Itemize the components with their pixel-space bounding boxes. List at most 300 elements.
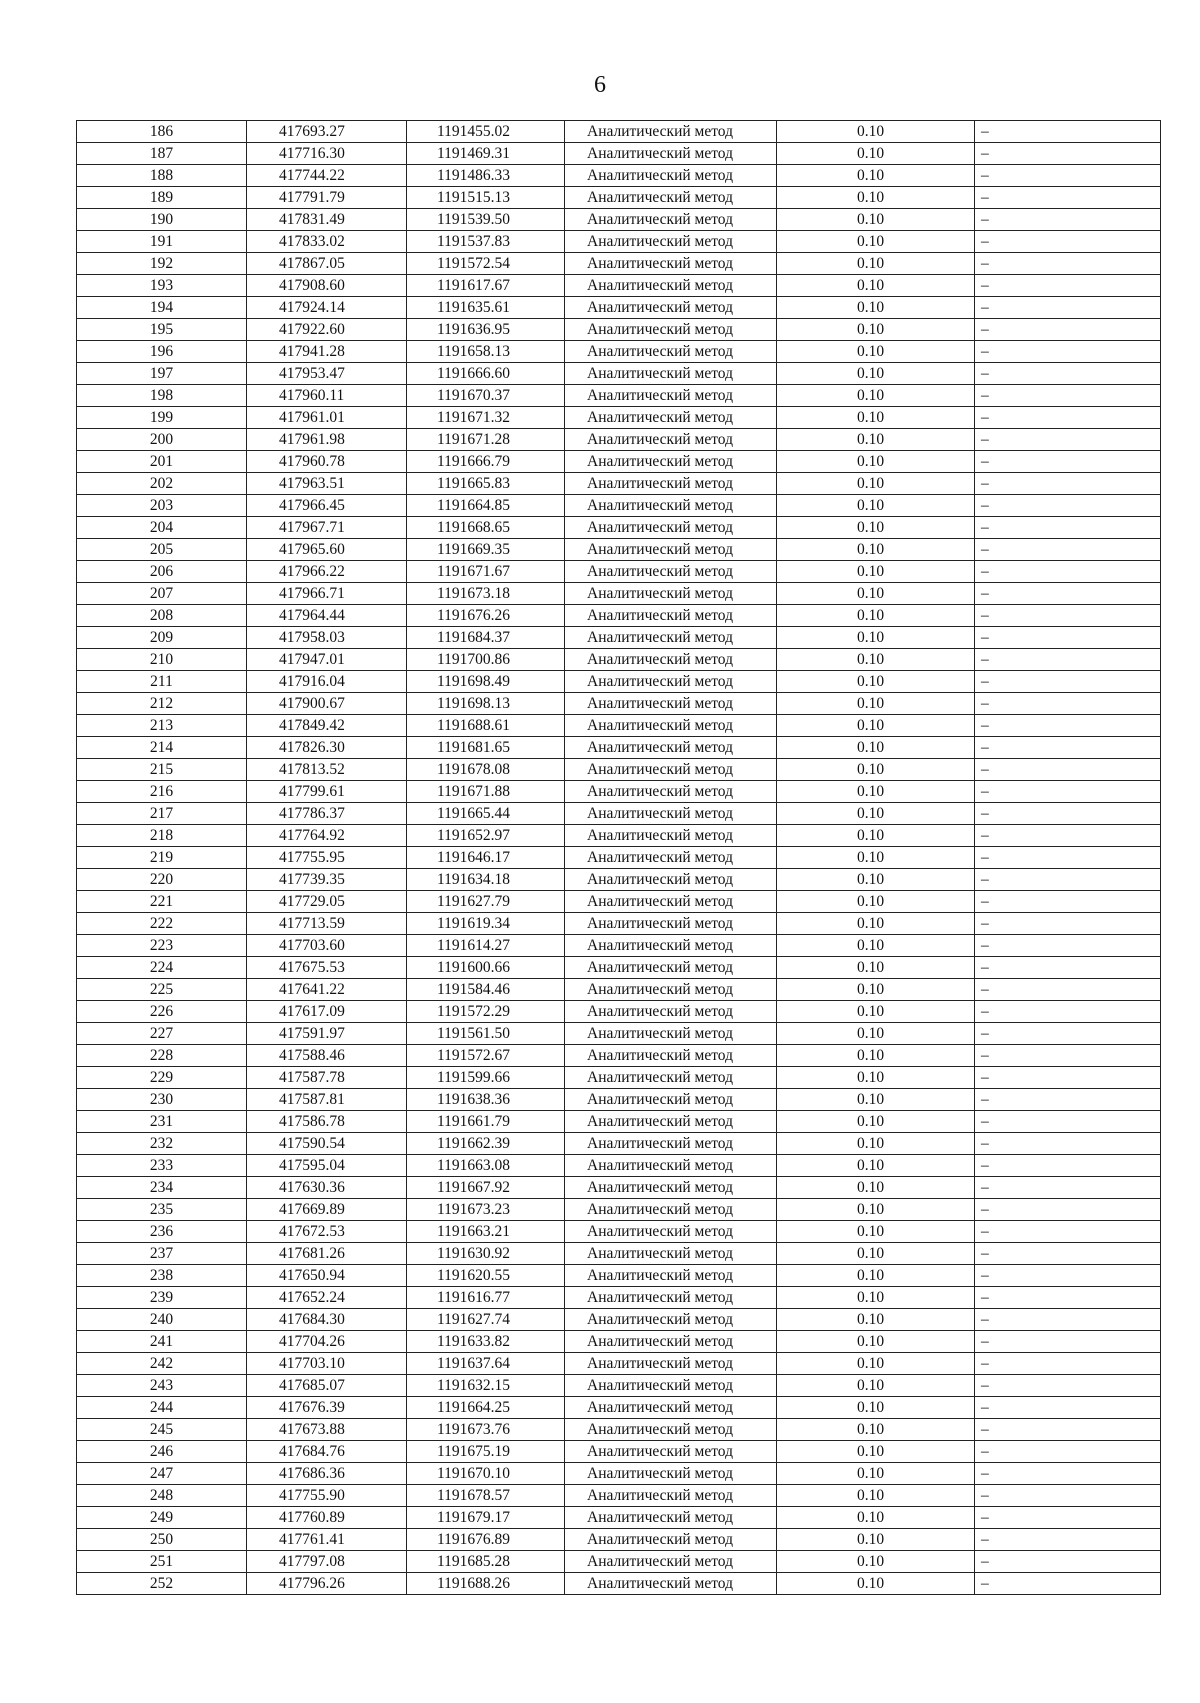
point-number-cell: 250 [77, 1529, 247, 1551]
note-cell: – [975, 1199, 1161, 1221]
table-row [77, 385, 1161, 407]
method-cell: Аналитический метод [565, 715, 777, 737]
y-coordinate-cell: 1191666.60 [407, 363, 565, 385]
point-number-cell: 219 [77, 847, 247, 869]
note-cell: – [975, 1243, 1161, 1265]
method-cell: Аналитический метод [565, 605, 777, 627]
method-cell: Аналитический метод [565, 1067, 777, 1089]
table-row [77, 231, 1161, 253]
x-coordinate-cell: 417799.61 [247, 781, 407, 803]
y-coordinate-cell: 1191663.21 [407, 1221, 565, 1243]
method-cell: Аналитический метод [565, 1001, 777, 1023]
point-number-cell: 186 [77, 121, 247, 143]
point-number-cell: 252 [77, 1573, 247, 1595]
method-cell: Аналитический метод [565, 759, 777, 781]
method-cell: Аналитический метод [565, 231, 777, 253]
method-cell: Аналитический метод [565, 781, 777, 803]
method-cell: Аналитический метод [565, 1089, 777, 1111]
method-cell: Аналитический метод [565, 1111, 777, 1133]
x-coordinate-cell: 417826.30 [247, 737, 407, 759]
x-coordinate-cell: 417630.36 [247, 1177, 407, 1199]
x-coordinate-cell: 417686.36 [247, 1463, 407, 1485]
note-cell: – [975, 1353, 1161, 1375]
method-cell: Аналитический метод [565, 869, 777, 891]
y-coordinate-cell: 1191676.89 [407, 1529, 565, 1551]
accuracy-cell: 0.10 [777, 1111, 975, 1133]
method-cell: Аналитический метод [565, 1133, 777, 1155]
x-coordinate-cell: 417924.14 [247, 297, 407, 319]
x-coordinate-cell: 417587.81 [247, 1089, 407, 1111]
table-row [77, 1463, 1161, 1485]
table-row [77, 429, 1161, 451]
accuracy-cell: 0.10 [777, 473, 975, 495]
x-coordinate-cell: 417588.46 [247, 1045, 407, 1067]
point-number-cell: 200 [77, 429, 247, 451]
y-coordinate-cell: 1191637.64 [407, 1353, 565, 1375]
table-row [77, 297, 1161, 319]
accuracy-cell: 0.10 [777, 979, 975, 1001]
note-cell: – [975, 539, 1161, 561]
note-cell: – [975, 429, 1161, 451]
note-cell: – [975, 341, 1161, 363]
point-number-cell: 238 [77, 1265, 247, 1287]
note-cell: – [975, 913, 1161, 935]
note-cell: – [975, 1309, 1161, 1331]
note-cell: – [975, 935, 1161, 957]
y-coordinate-cell: 1191572.67 [407, 1045, 565, 1067]
x-coordinate-cell: 417673.88 [247, 1419, 407, 1441]
x-coordinate-cell: 417641.22 [247, 979, 407, 1001]
note-cell: – [975, 1375, 1161, 1397]
y-coordinate-cell: 1191679.17 [407, 1507, 565, 1529]
table-row [77, 649, 1161, 671]
point-number-cell: 210 [77, 649, 247, 671]
table-row [77, 473, 1161, 495]
y-coordinate-cell: 1191669.35 [407, 539, 565, 561]
note-cell: – [975, 979, 1161, 1001]
note-cell: – [975, 451, 1161, 473]
table-row [77, 847, 1161, 869]
note-cell: – [975, 1397, 1161, 1419]
point-number-cell: 234 [77, 1177, 247, 1199]
table-row [77, 363, 1161, 385]
method-cell: Аналитический метод [565, 803, 777, 825]
accuracy-cell: 0.10 [777, 1243, 975, 1265]
note-cell: – [975, 517, 1161, 539]
accuracy-cell: 0.10 [777, 209, 975, 231]
table-row [77, 715, 1161, 737]
table-row [77, 913, 1161, 935]
x-coordinate-cell: 417755.95 [247, 847, 407, 869]
table-row [77, 1397, 1161, 1419]
accuracy-cell: 0.10 [777, 627, 975, 649]
point-number-cell: 222 [77, 913, 247, 935]
x-coordinate-cell: 417675.53 [247, 957, 407, 979]
x-coordinate-cell: 417964.44 [247, 605, 407, 627]
note-cell: – [975, 143, 1161, 165]
method-cell: Аналитический метод [565, 1177, 777, 1199]
note-cell: – [975, 473, 1161, 495]
y-coordinate-cell: 1191698.13 [407, 693, 565, 715]
method-cell: Аналитический метод [565, 671, 777, 693]
x-coordinate-cell: 417900.67 [247, 693, 407, 715]
x-coordinate-cell: 417966.45 [247, 495, 407, 517]
note-cell: – [975, 1485, 1161, 1507]
point-number-cell: 225 [77, 979, 247, 1001]
y-coordinate-cell: 1191630.92 [407, 1243, 565, 1265]
x-coordinate-cell: 417744.22 [247, 165, 407, 187]
method-cell: Аналитический метод [565, 451, 777, 473]
y-coordinate-cell: 1191632.15 [407, 1375, 565, 1397]
note-cell: – [975, 1221, 1161, 1243]
accuracy-cell: 0.10 [777, 319, 975, 341]
accuracy-cell: 0.10 [777, 1045, 975, 1067]
note-cell: – [975, 1111, 1161, 1133]
method-cell: Аналитический метод [565, 1375, 777, 1397]
y-coordinate-cell: 1191617.67 [407, 275, 565, 297]
x-coordinate-cell: 417966.71 [247, 583, 407, 605]
method-cell: Аналитический метод [565, 1441, 777, 1463]
accuracy-cell: 0.10 [777, 1309, 975, 1331]
method-cell: Аналитический метод [565, 539, 777, 561]
accuracy-cell: 0.10 [777, 1221, 975, 1243]
method-cell: Аналитический метод [565, 1287, 777, 1309]
x-coordinate-cell: 417676.39 [247, 1397, 407, 1419]
note-cell: – [975, 187, 1161, 209]
point-number-cell: 216 [77, 781, 247, 803]
point-number-cell: 223 [77, 935, 247, 957]
y-coordinate-cell: 1191671.32 [407, 407, 565, 429]
point-number-cell: 203 [77, 495, 247, 517]
accuracy-cell: 0.10 [777, 429, 975, 451]
y-coordinate-cell: 1191671.67 [407, 561, 565, 583]
y-coordinate-cell: 1191619.34 [407, 913, 565, 935]
accuracy-cell: 0.10 [777, 231, 975, 253]
note-cell: – [975, 715, 1161, 737]
accuracy-cell: 0.10 [777, 913, 975, 935]
table-row [77, 1067, 1161, 1089]
x-coordinate-cell: 417681.26 [247, 1243, 407, 1265]
point-number-cell: 227 [77, 1023, 247, 1045]
point-number-cell: 243 [77, 1375, 247, 1397]
x-coordinate-cell: 417867.05 [247, 253, 407, 275]
table-row [77, 253, 1161, 275]
accuracy-cell: 0.10 [777, 1375, 975, 1397]
note-cell: – [975, 1045, 1161, 1067]
y-coordinate-cell: 1191627.74 [407, 1309, 565, 1331]
point-number-cell: 197 [77, 363, 247, 385]
table-row [77, 671, 1161, 693]
accuracy-cell: 0.10 [777, 363, 975, 385]
y-coordinate-cell: 1191668.65 [407, 517, 565, 539]
table-row [77, 495, 1161, 517]
point-number-cell: 205 [77, 539, 247, 561]
coordinates-table-body [77, 121, 1161, 1595]
note-cell: – [975, 583, 1161, 605]
note-cell: – [975, 825, 1161, 847]
table-row [77, 165, 1161, 187]
x-coordinate-cell: 417761.41 [247, 1529, 407, 1551]
x-coordinate-cell: 417947.01 [247, 649, 407, 671]
note-cell: – [975, 1551, 1161, 1573]
accuracy-cell: 0.10 [777, 1353, 975, 1375]
x-coordinate-cell: 417685.07 [247, 1375, 407, 1397]
accuracy-cell: 0.10 [777, 957, 975, 979]
method-cell: Аналитический метод [565, 1419, 777, 1441]
x-coordinate-cell: 417791.79 [247, 187, 407, 209]
table-row [77, 451, 1161, 473]
point-number-cell: 242 [77, 1353, 247, 1375]
table-row [77, 693, 1161, 715]
accuracy-cell: 0.10 [777, 1463, 975, 1485]
y-coordinate-cell: 1191685.28 [407, 1551, 565, 1573]
point-number-cell: 220 [77, 869, 247, 891]
accuracy-cell: 0.10 [777, 1265, 975, 1287]
table-row [77, 1573, 1161, 1595]
method-cell: Аналитический метод [565, 1309, 777, 1331]
method-cell: Аналитический метод [565, 957, 777, 979]
note-cell: – [975, 605, 1161, 627]
method-cell: Аналитический метод [565, 253, 777, 275]
accuracy-cell: 0.10 [777, 781, 975, 803]
y-coordinate-cell: 1191616.77 [407, 1287, 565, 1309]
x-coordinate-cell: 417693.27 [247, 121, 407, 143]
table-row [77, 605, 1161, 627]
point-number-cell: 236 [77, 1221, 247, 1243]
accuracy-cell: 0.10 [777, 297, 975, 319]
point-number-cell: 228 [77, 1045, 247, 1067]
method-cell: Аналитический метод [565, 1529, 777, 1551]
y-coordinate-cell: 1191646.17 [407, 847, 565, 869]
method-cell: Аналитический метод [565, 517, 777, 539]
note-cell: – [975, 1463, 1161, 1485]
y-coordinate-cell: 1191665.44 [407, 803, 565, 825]
y-coordinate-cell: 1191664.85 [407, 495, 565, 517]
y-coordinate-cell: 1191673.18 [407, 583, 565, 605]
y-coordinate-cell: 1191539.50 [407, 209, 565, 231]
x-coordinate-cell: 417672.53 [247, 1221, 407, 1243]
note-cell: – [975, 1529, 1161, 1551]
y-coordinate-cell: 1191584.46 [407, 979, 565, 1001]
point-number-cell: 221 [77, 891, 247, 913]
method-cell: Аналитический метод [565, 407, 777, 429]
x-coordinate-cell: 417684.30 [247, 1309, 407, 1331]
note-cell: – [975, 297, 1161, 319]
note-cell: – [975, 1441, 1161, 1463]
point-number-cell: 247 [77, 1463, 247, 1485]
accuracy-cell: 0.10 [777, 561, 975, 583]
y-coordinate-cell: 1191698.49 [407, 671, 565, 693]
method-cell: Аналитический метод [565, 143, 777, 165]
table-row [77, 1353, 1161, 1375]
accuracy-cell: 0.10 [777, 165, 975, 187]
table-row [77, 1287, 1161, 1309]
x-coordinate-cell: 417713.59 [247, 913, 407, 935]
point-number-cell: 246 [77, 1441, 247, 1463]
point-number-cell: 189 [77, 187, 247, 209]
y-coordinate-cell: 1191673.76 [407, 1419, 565, 1441]
note-cell: – [975, 1023, 1161, 1045]
note-cell: – [975, 1287, 1161, 1309]
table-row [77, 1155, 1161, 1177]
point-number-cell: 244 [77, 1397, 247, 1419]
x-coordinate-cell: 417684.76 [247, 1441, 407, 1463]
method-cell: Аналитический метод [565, 341, 777, 363]
x-coordinate-cell: 417595.04 [247, 1155, 407, 1177]
table-row [77, 1331, 1161, 1353]
point-number-cell: 201 [77, 451, 247, 473]
point-number-cell: 251 [77, 1551, 247, 1573]
table-row [77, 1485, 1161, 1507]
method-cell: Аналитический метод [565, 121, 777, 143]
method-cell: Аналитический метод [565, 1221, 777, 1243]
x-coordinate-cell: 417961.01 [247, 407, 407, 429]
y-coordinate-cell: 1191665.83 [407, 473, 565, 495]
note-cell: – [975, 1133, 1161, 1155]
point-number-cell: 249 [77, 1507, 247, 1529]
table-row [77, 275, 1161, 297]
table-row [77, 1243, 1161, 1265]
accuracy-cell: 0.10 [777, 1331, 975, 1353]
table-row [77, 1023, 1161, 1045]
point-number-cell: 204 [77, 517, 247, 539]
point-number-cell: 239 [77, 1287, 247, 1309]
table-row [77, 1375, 1161, 1397]
point-number-cell: 211 [77, 671, 247, 693]
table-row [77, 737, 1161, 759]
y-coordinate-cell: 1191455.02 [407, 121, 565, 143]
y-coordinate-cell: 1191600.66 [407, 957, 565, 979]
y-coordinate-cell: 1191681.65 [407, 737, 565, 759]
accuracy-cell: 0.10 [777, 1133, 975, 1155]
table-row [77, 209, 1161, 231]
point-number-cell: 187 [77, 143, 247, 165]
method-cell: Аналитический метод [565, 693, 777, 715]
table-row [77, 1001, 1161, 1023]
note-cell: – [975, 121, 1161, 143]
x-coordinate-cell: 417755.90 [247, 1485, 407, 1507]
point-number-cell: 235 [77, 1199, 247, 1221]
table-row [77, 1177, 1161, 1199]
point-number-cell: 196 [77, 341, 247, 363]
accuracy-cell: 0.10 [777, 1441, 975, 1463]
method-cell: Аналитический метод [565, 275, 777, 297]
table-row [77, 561, 1161, 583]
note-cell: – [975, 407, 1161, 429]
method-cell: Аналитический метод [565, 385, 777, 407]
method-cell: Аналитический метод [565, 209, 777, 231]
table-row [77, 1199, 1161, 1221]
x-coordinate-cell: 417703.60 [247, 935, 407, 957]
method-cell: Аналитический метод [565, 1199, 777, 1221]
note-cell: – [975, 759, 1161, 781]
method-cell: Аналитический метод [565, 1045, 777, 1067]
x-coordinate-cell: 417650.94 [247, 1265, 407, 1287]
method-cell: Аналитический метод [565, 165, 777, 187]
method-cell: Аналитический метод [565, 1485, 777, 1507]
accuracy-cell: 0.10 [777, 1529, 975, 1551]
point-number-cell: 207 [77, 583, 247, 605]
method-cell: Аналитический метод [565, 1265, 777, 1287]
accuracy-cell: 0.10 [777, 517, 975, 539]
note-cell: – [975, 1155, 1161, 1177]
x-coordinate-cell: 417967.71 [247, 517, 407, 539]
accuracy-cell: 0.10 [777, 825, 975, 847]
y-coordinate-cell: 1191700.86 [407, 649, 565, 671]
method-cell: Аналитический метод [565, 297, 777, 319]
note-cell: – [975, 1419, 1161, 1441]
x-coordinate-cell: 417797.08 [247, 1551, 407, 1573]
x-coordinate-cell: 417961.98 [247, 429, 407, 451]
accuracy-cell: 0.10 [777, 935, 975, 957]
note-cell: – [975, 803, 1161, 825]
page-number: 6 [594, 72, 606, 98]
x-coordinate-cell: 417764.92 [247, 825, 407, 847]
point-number-cell: 230 [77, 1089, 247, 1111]
point-number-cell: 202 [77, 473, 247, 495]
accuracy-cell: 0.10 [777, 121, 975, 143]
x-coordinate-cell: 417831.49 [247, 209, 407, 231]
table-row [77, 1111, 1161, 1133]
y-coordinate-cell: 1191633.82 [407, 1331, 565, 1353]
y-coordinate-cell: 1191652.97 [407, 825, 565, 847]
note-cell: – [975, 275, 1161, 297]
accuracy-cell: 0.10 [777, 1177, 975, 1199]
note-cell: – [975, 1265, 1161, 1287]
x-coordinate-cell: 417849.42 [247, 715, 407, 737]
y-coordinate-cell: 1191515.13 [407, 187, 565, 209]
x-coordinate-cell: 417796.26 [247, 1573, 407, 1595]
note-cell: – [975, 495, 1161, 517]
point-number-cell: 212 [77, 693, 247, 715]
coordinates-table [76, 120, 1161, 1595]
method-cell: Аналитический метод [565, 363, 777, 385]
table-row [77, 1441, 1161, 1463]
note-cell: – [975, 957, 1161, 979]
accuracy-cell: 0.10 [777, 253, 975, 275]
table-row [77, 517, 1161, 539]
point-number-cell: 233 [77, 1155, 247, 1177]
accuracy-cell: 0.10 [777, 869, 975, 891]
y-coordinate-cell: 1191572.29 [407, 1001, 565, 1023]
method-cell: Аналитический метод [565, 627, 777, 649]
x-coordinate-cell: 417587.78 [247, 1067, 407, 1089]
x-coordinate-cell: 417704.26 [247, 1331, 407, 1353]
x-coordinate-cell: 417669.89 [247, 1199, 407, 1221]
point-number-cell: 209 [77, 627, 247, 649]
table-row [77, 187, 1161, 209]
x-coordinate-cell: 417760.89 [247, 1507, 407, 1529]
accuracy-cell: 0.10 [777, 671, 975, 693]
point-number-cell: 214 [77, 737, 247, 759]
x-coordinate-cell: 417617.09 [247, 1001, 407, 1023]
accuracy-cell: 0.10 [777, 583, 975, 605]
note-cell: – [975, 649, 1161, 671]
accuracy-cell: 0.10 [777, 1023, 975, 1045]
accuracy-cell: 0.10 [777, 539, 975, 561]
method-cell: Аналитический метод [565, 1573, 777, 1595]
accuracy-cell: 0.10 [777, 605, 975, 627]
accuracy-cell: 0.10 [777, 187, 975, 209]
table-row [77, 1507, 1161, 1529]
method-cell: Аналитический метод [565, 979, 777, 1001]
table-row [77, 1133, 1161, 1155]
table-row [77, 781, 1161, 803]
y-coordinate-cell: 1191664.25 [407, 1397, 565, 1419]
y-coordinate-cell: 1191638.36 [407, 1089, 565, 1111]
table-row [77, 957, 1161, 979]
accuracy-cell: 0.10 [777, 1507, 975, 1529]
